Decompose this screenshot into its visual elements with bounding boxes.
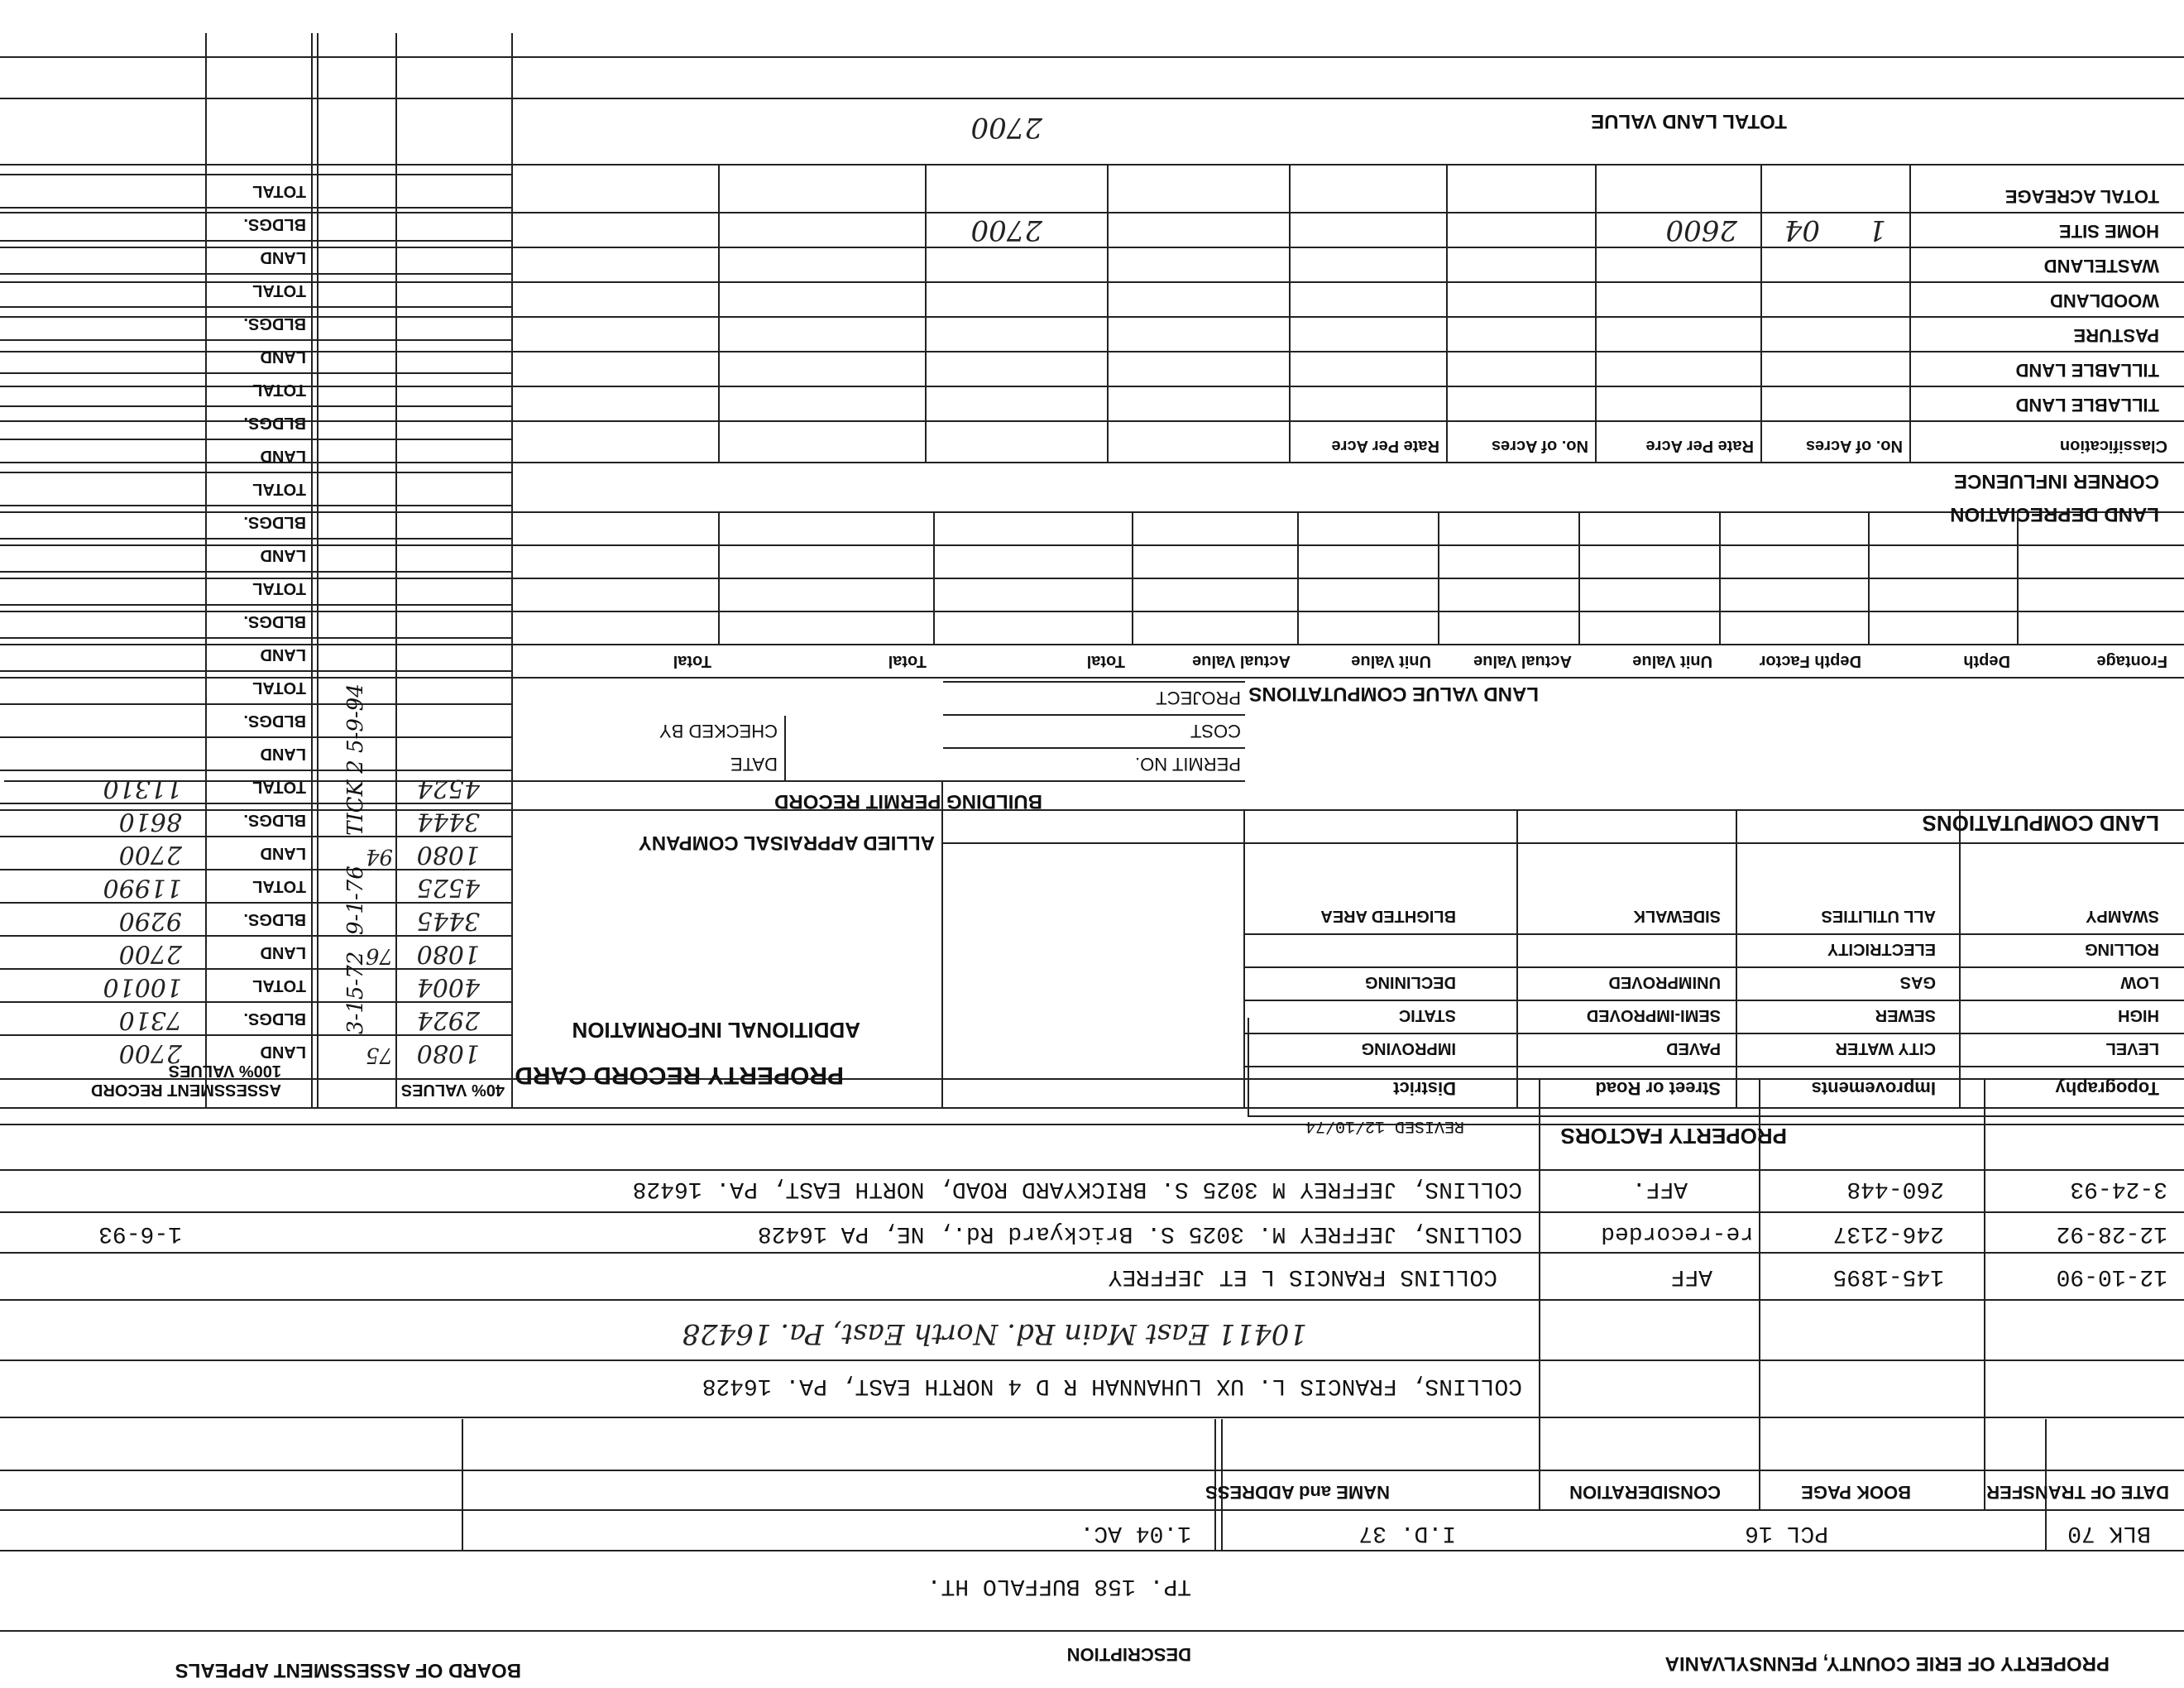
row-divider bbox=[0, 240, 513, 242]
row-divider bbox=[0, 770, 513, 771]
row-divider bbox=[0, 281, 2184, 283]
value-row-label: LAND bbox=[260, 844, 306, 862]
row-divider bbox=[0, 273, 513, 275]
row-divider bbox=[0, 372, 513, 374]
hundred-percent-value: 7310 bbox=[118, 1005, 182, 1034]
land-value-column-header: Unit Value bbox=[1351, 652, 1431, 670]
value-row-label: BLDGS. bbox=[243, 414, 306, 432]
hundred-percent-value: 8610 bbox=[118, 807, 182, 836]
total-land-value-label: TOTAL LAND VALUE bbox=[1591, 110, 1787, 132]
id-number: I.D. 37 bbox=[1358, 1520, 1456, 1546]
row-divider bbox=[0, 1034, 513, 1036]
land-value-column-header: Frontage bbox=[2096, 652, 2167, 670]
value-row-label: TOTAL bbox=[252, 877, 306, 895]
land-value-column-header: Actual Value bbox=[1473, 652, 1572, 670]
property-factor-option: SWAMPY bbox=[2086, 907, 2159, 925]
property-factor-option: LEVEL bbox=[2105, 1039, 2159, 1057]
row-divider bbox=[0, 247, 2184, 248]
checked-by-label: CHECKED BY bbox=[659, 721, 778, 741]
land-class-label: WASTELAND bbox=[2043, 256, 2159, 276]
book-page-header: BOOK PAGE bbox=[1801, 1482, 1911, 1503]
column-divider bbox=[1909, 165, 1911, 463]
hundred-percent-value: 10010 bbox=[103, 972, 182, 1001]
acreage-column-header: Rate Per Acre bbox=[1645, 437, 1754, 455]
transfer-book: 145-1895 bbox=[1832, 1264, 1944, 1289]
forty-percent-value: 4524 bbox=[416, 774, 480, 803]
property-factors-title: PROPERTY FACTORS bbox=[1560, 1124, 1787, 1149]
land-value-column-header: Unit Value bbox=[1632, 652, 1712, 670]
home-site-value: 2600 bbox=[1665, 213, 1737, 247]
transfer-name-handwritten: 10411 East Main Rd. North East, Pa. 16428 bbox=[682, 1317, 1307, 1350]
transfer-date: 12-10-90 bbox=[2056, 1264, 2167, 1289]
transfer-name: COLLINS, FRANCIS L. UX LUHANNAH R D 4 NORTH EAST, PA. 16428 bbox=[702, 1373, 1522, 1398]
row-divider bbox=[0, 902, 513, 904]
value-row-label: TOTAL bbox=[252, 182, 306, 200]
home-site-acres: 1 bbox=[1868, 213, 1886, 247]
year-note: 76 bbox=[365, 943, 393, 968]
transfer-name: COLLINS FRANCIS L ET JEFFREY bbox=[1108, 1264, 1497, 1289]
acreage-column-header: No. of Acres bbox=[1805, 437, 1903, 455]
value-row-label: BLDGS. bbox=[243, 612, 306, 631]
row-divider bbox=[0, 869, 513, 870]
value-row-label: BLDGS. bbox=[243, 811, 306, 829]
value-row-label: TOTAL bbox=[252, 480, 306, 498]
row-divider bbox=[0, 505, 513, 506]
land-value-column-header: Depth Factor bbox=[1759, 652, 1861, 670]
value-row-label: LAND bbox=[260, 745, 306, 763]
value-row-label: LAND bbox=[260, 546, 306, 564]
row-divider bbox=[0, 405, 513, 407]
corner-influence-label: CORNER INFLUENCE bbox=[1953, 470, 2159, 492]
property-factor-option: STATIC bbox=[1398, 1006, 1456, 1024]
column-divider bbox=[718, 513, 720, 645]
permit-number-label: PERMIT NO. bbox=[1135, 754, 1241, 774]
township: TP. 158 BUFFALO HT. bbox=[927, 1573, 1191, 1599]
improvements-header: Improvements bbox=[1811, 1078, 1936, 1099]
land-value-column-header: Depth bbox=[1963, 652, 2010, 670]
home-site-rate: 04 bbox=[1784, 213, 1820, 247]
hundred-percent-value: 11990 bbox=[103, 873, 182, 902]
row-divider bbox=[0, 538, 513, 539]
value-row-label: LAND bbox=[260, 348, 306, 366]
land-value-column-header: Actual Value bbox=[1192, 652, 1291, 670]
value-row-label: BLDGS. bbox=[243, 314, 306, 333]
value-row-label: TOTAL bbox=[252, 778, 306, 796]
transfer-date-header: DATE OF TRANSFER bbox=[1986, 1482, 2169, 1503]
property-factor-option: SEMI-IMPROVED bbox=[1586, 1006, 1721, 1024]
hundred-percent-value: 2700 bbox=[118, 1038, 182, 1067]
value-row-label: BLDGS. bbox=[243, 910, 306, 928]
property-factor-option: SIDEWALK bbox=[1633, 907, 1721, 925]
value-row-label: LAND bbox=[260, 248, 306, 266]
permit-cost-label: COST bbox=[1190, 721, 1241, 741]
land-depreciation-label: LAND DEPRECIATION bbox=[1950, 503, 2159, 525]
column-divider bbox=[1132, 513, 1133, 645]
value-row-label: TOTAL bbox=[252, 381, 306, 399]
row-divider bbox=[0, 736, 513, 738]
block-number: BLK 70 bbox=[2067, 1520, 2151, 1546]
acreage-column-header: No. of Acres bbox=[1491, 437, 1588, 455]
forty-percent-value: 1080 bbox=[416, 1038, 480, 1067]
year-note: 94 bbox=[365, 844, 393, 869]
row-divider bbox=[0, 472, 513, 473]
permit-record-title: BUILDING PERMIT RECORD bbox=[774, 790, 1042, 813]
value-row-label: BLDGS. bbox=[243, 215, 306, 233]
land-class-label: HOME SITE bbox=[2058, 221, 2159, 242]
hundred-percent-value: 11310 bbox=[103, 774, 182, 803]
land-class-label: TILLABLE LAND bbox=[2015, 360, 2159, 381]
property-factor-option: BLIGHTED AREA bbox=[1320, 907, 1456, 925]
owner-title: PROPERTY OF ERIE COUNTY, PENNSYLVANIA bbox=[1664, 1652, 2110, 1675]
consideration-header: CONSIDERATION bbox=[1569, 1482, 1721, 1503]
land-computations-title: LAND COMPUTATIONS bbox=[1922, 811, 2159, 836]
forty-percent-value: 3445 bbox=[416, 906, 480, 935]
side-date-note: TICK 2 5-9-94 bbox=[343, 683, 368, 836]
property-factor-option: DECLINING bbox=[1365, 973, 1456, 991]
land-value-column-header: Total bbox=[888, 652, 927, 670]
side-date-note: 9-1-76 bbox=[343, 866, 368, 935]
column-divider bbox=[1868, 513, 1870, 645]
value-row-label: TOTAL bbox=[252, 679, 306, 697]
value-row-label: BLDGS. bbox=[243, 513, 306, 531]
forty-percent-value: 3444 bbox=[416, 807, 480, 836]
transfer-book: 260-448 bbox=[1846, 1176, 1944, 1201]
name-address-header: NAME and ADDRESS bbox=[1205, 1482, 1390, 1503]
column-divider bbox=[1297, 513, 1299, 645]
property-factor-option: IMPROVING bbox=[1361, 1039, 1456, 1057]
land-value-computations-title: LAND VALUE COMPUTATIONS bbox=[1248, 683, 1539, 705]
acreage-column-header: Rate Per Acre bbox=[1331, 437, 1439, 455]
row-divider bbox=[0, 386, 2184, 387]
column-divider bbox=[1438, 513, 1439, 645]
forty-percent-value: 1080 bbox=[416, 840, 480, 869]
hundred-percent-value: 9290 bbox=[118, 906, 182, 935]
transfer-consideration: re-recorded bbox=[1601, 1220, 1754, 1246]
permit-date-label: DATE bbox=[730, 754, 778, 774]
description-label: DESCRIPTION bbox=[1066, 1644, 1191, 1665]
property-factor-option: UNIMPROVED bbox=[1608, 973, 1721, 991]
column-divider bbox=[1578, 513, 1580, 645]
year-note: 75 bbox=[365, 1043, 393, 1067]
value-row-label: TOTAL bbox=[252, 976, 306, 995]
appraisal-company: ALLIED APPRAISAL COMPANY bbox=[638, 832, 935, 854]
row-divider bbox=[0, 212, 2184, 213]
transfer-consideration: AFF bbox=[1670, 1264, 1712, 1289]
property-factor-option: PAVED bbox=[1666, 1039, 1721, 1057]
column-divider bbox=[718, 165, 720, 463]
land-class-label: PASTURE bbox=[2073, 325, 2159, 346]
property-factor-option: LOW bbox=[2120, 973, 2159, 991]
column-divider bbox=[933, 513, 935, 645]
value-row-label: BLDGS. bbox=[243, 712, 306, 730]
row-divider bbox=[0, 604, 513, 606]
value-row-label: LAND bbox=[260, 1043, 306, 1061]
hundred-percent-value: 2700 bbox=[118, 840, 182, 869]
land-value-column-header: Total bbox=[673, 652, 711, 670]
acreage-column-header: Classification bbox=[2059, 437, 2167, 455]
value-row-label: TOTAL bbox=[252, 579, 306, 597]
column-divider bbox=[1107, 165, 1109, 463]
revised-date: REVISED 12/10/74 bbox=[1305, 1116, 1464, 1135]
land-class-label: WOODLAND bbox=[2050, 290, 2159, 311]
property-factor-option: ELECTRICITY bbox=[1827, 940, 1936, 958]
row-divider bbox=[0, 935, 513, 937]
forty-percent-value: 2924 bbox=[416, 1005, 480, 1034]
row-divider bbox=[0, 316, 2184, 318]
value-row-label: LAND bbox=[260, 645, 306, 664]
column-divider bbox=[1446, 165, 1448, 463]
row-divider bbox=[0, 339, 513, 341]
transfer-name: COLLINS, JEFFREY M 3025 S. BRICKYARD ROAD, NORTH EAST, PA. 16428 bbox=[632, 1176, 1522, 1201]
forty-percent-values-label: 40% VALUES bbox=[400, 1081, 505, 1099]
project-label: PROJECT bbox=[1156, 688, 1241, 708]
additional-info-title: ADDITIONAL INFORMATION bbox=[572, 1018, 860, 1043]
transfer-name: COLLINS, JEFFREY M. 3025 S. Brickyard Rd., NE, PA 16428 bbox=[757, 1220, 1522, 1246]
board-title: BOARD OF ASSESSMENT APPEALS bbox=[175, 1659, 521, 1681]
row-divider bbox=[0, 703, 513, 705]
parcel-number: PCL 16 bbox=[1745, 1520, 1828, 1546]
side-date-note: 3-15-72 bbox=[343, 951, 368, 1034]
property-factor-option: ALL UTILITIES bbox=[1821, 907, 1936, 925]
value-row-label: LAND bbox=[260, 943, 306, 961]
row-divider bbox=[0, 207, 513, 209]
column-divider bbox=[1760, 165, 1762, 463]
hundred-percent-values-label: ASSESSMENT RECORD 100% VALUES bbox=[90, 1062, 281, 1099]
value-row-label: BLDGS. bbox=[243, 1009, 306, 1028]
value-row-label: LAND bbox=[260, 447, 306, 465]
topography-header: Topography bbox=[2055, 1078, 2159, 1099]
row-divider bbox=[0, 571, 513, 573]
row-divider bbox=[0, 836, 513, 837]
row-divider bbox=[0, 174, 513, 175]
street-road-header: Street or Road bbox=[1595, 1078, 1721, 1099]
value-row-label: TOTAL bbox=[252, 281, 306, 300]
hundred-percent-value: 2700 bbox=[118, 939, 182, 968]
forty-percent-value: 4525 bbox=[416, 873, 480, 902]
row-divider bbox=[0, 420, 2184, 422]
property-factor-option: HIGH bbox=[2118, 1006, 2159, 1024]
land-value-column-header: Total bbox=[1086, 652, 1125, 670]
column-divider bbox=[1595, 165, 1597, 463]
forty-percent-value: 4004 bbox=[416, 972, 480, 1001]
transfer-date: 3-24-93 bbox=[2070, 1176, 2167, 1201]
forty-percent-value: 1080 bbox=[416, 939, 480, 968]
row-divider bbox=[0, 670, 513, 672]
transfer-book: 246-2137 bbox=[1832, 1220, 1944, 1246]
row-divider bbox=[0, 351, 2184, 352]
row-divider bbox=[0, 306, 513, 308]
column-divider bbox=[2017, 513, 2019, 645]
transfer-date: 12-28-92 bbox=[2056, 1220, 2167, 1246]
property-factor-option: SEWER bbox=[1875, 1006, 1936, 1024]
column-divider bbox=[1289, 165, 1291, 463]
card-title: PROPERTY RECORD CARD bbox=[515, 1062, 844, 1089]
property-factor-option: CITY WATER bbox=[1835, 1039, 1936, 1057]
row-divider bbox=[0, 637, 513, 639]
column-divider bbox=[1719, 513, 1721, 645]
land-class-label: TILLABLE LAND bbox=[2015, 395, 2159, 415]
column-divider bbox=[925, 165, 927, 463]
land-class-label: TOTAL ACREAGE bbox=[2004, 186, 2159, 207]
transfer-extra-date: 1-6-93 bbox=[98, 1220, 182, 1246]
transfer-consideration: AFF. bbox=[1631, 1176, 1688, 1201]
row-divider bbox=[0, 803, 513, 804]
row-divider bbox=[0, 968, 513, 970]
property-factor-option: ROLLING bbox=[2085, 940, 2159, 958]
total-land-value: 2700 bbox=[970, 111, 1042, 144]
acreage: 1.04 AC. bbox=[1080, 1520, 1191, 1546]
row-divider bbox=[0, 439, 513, 440]
home-site-total: 2700 bbox=[970, 213, 1042, 247]
district-header: District bbox=[1393, 1078, 1456, 1099]
row-divider bbox=[0, 1001, 513, 1003]
property-factor-option: GAS bbox=[1899, 973, 1936, 991]
